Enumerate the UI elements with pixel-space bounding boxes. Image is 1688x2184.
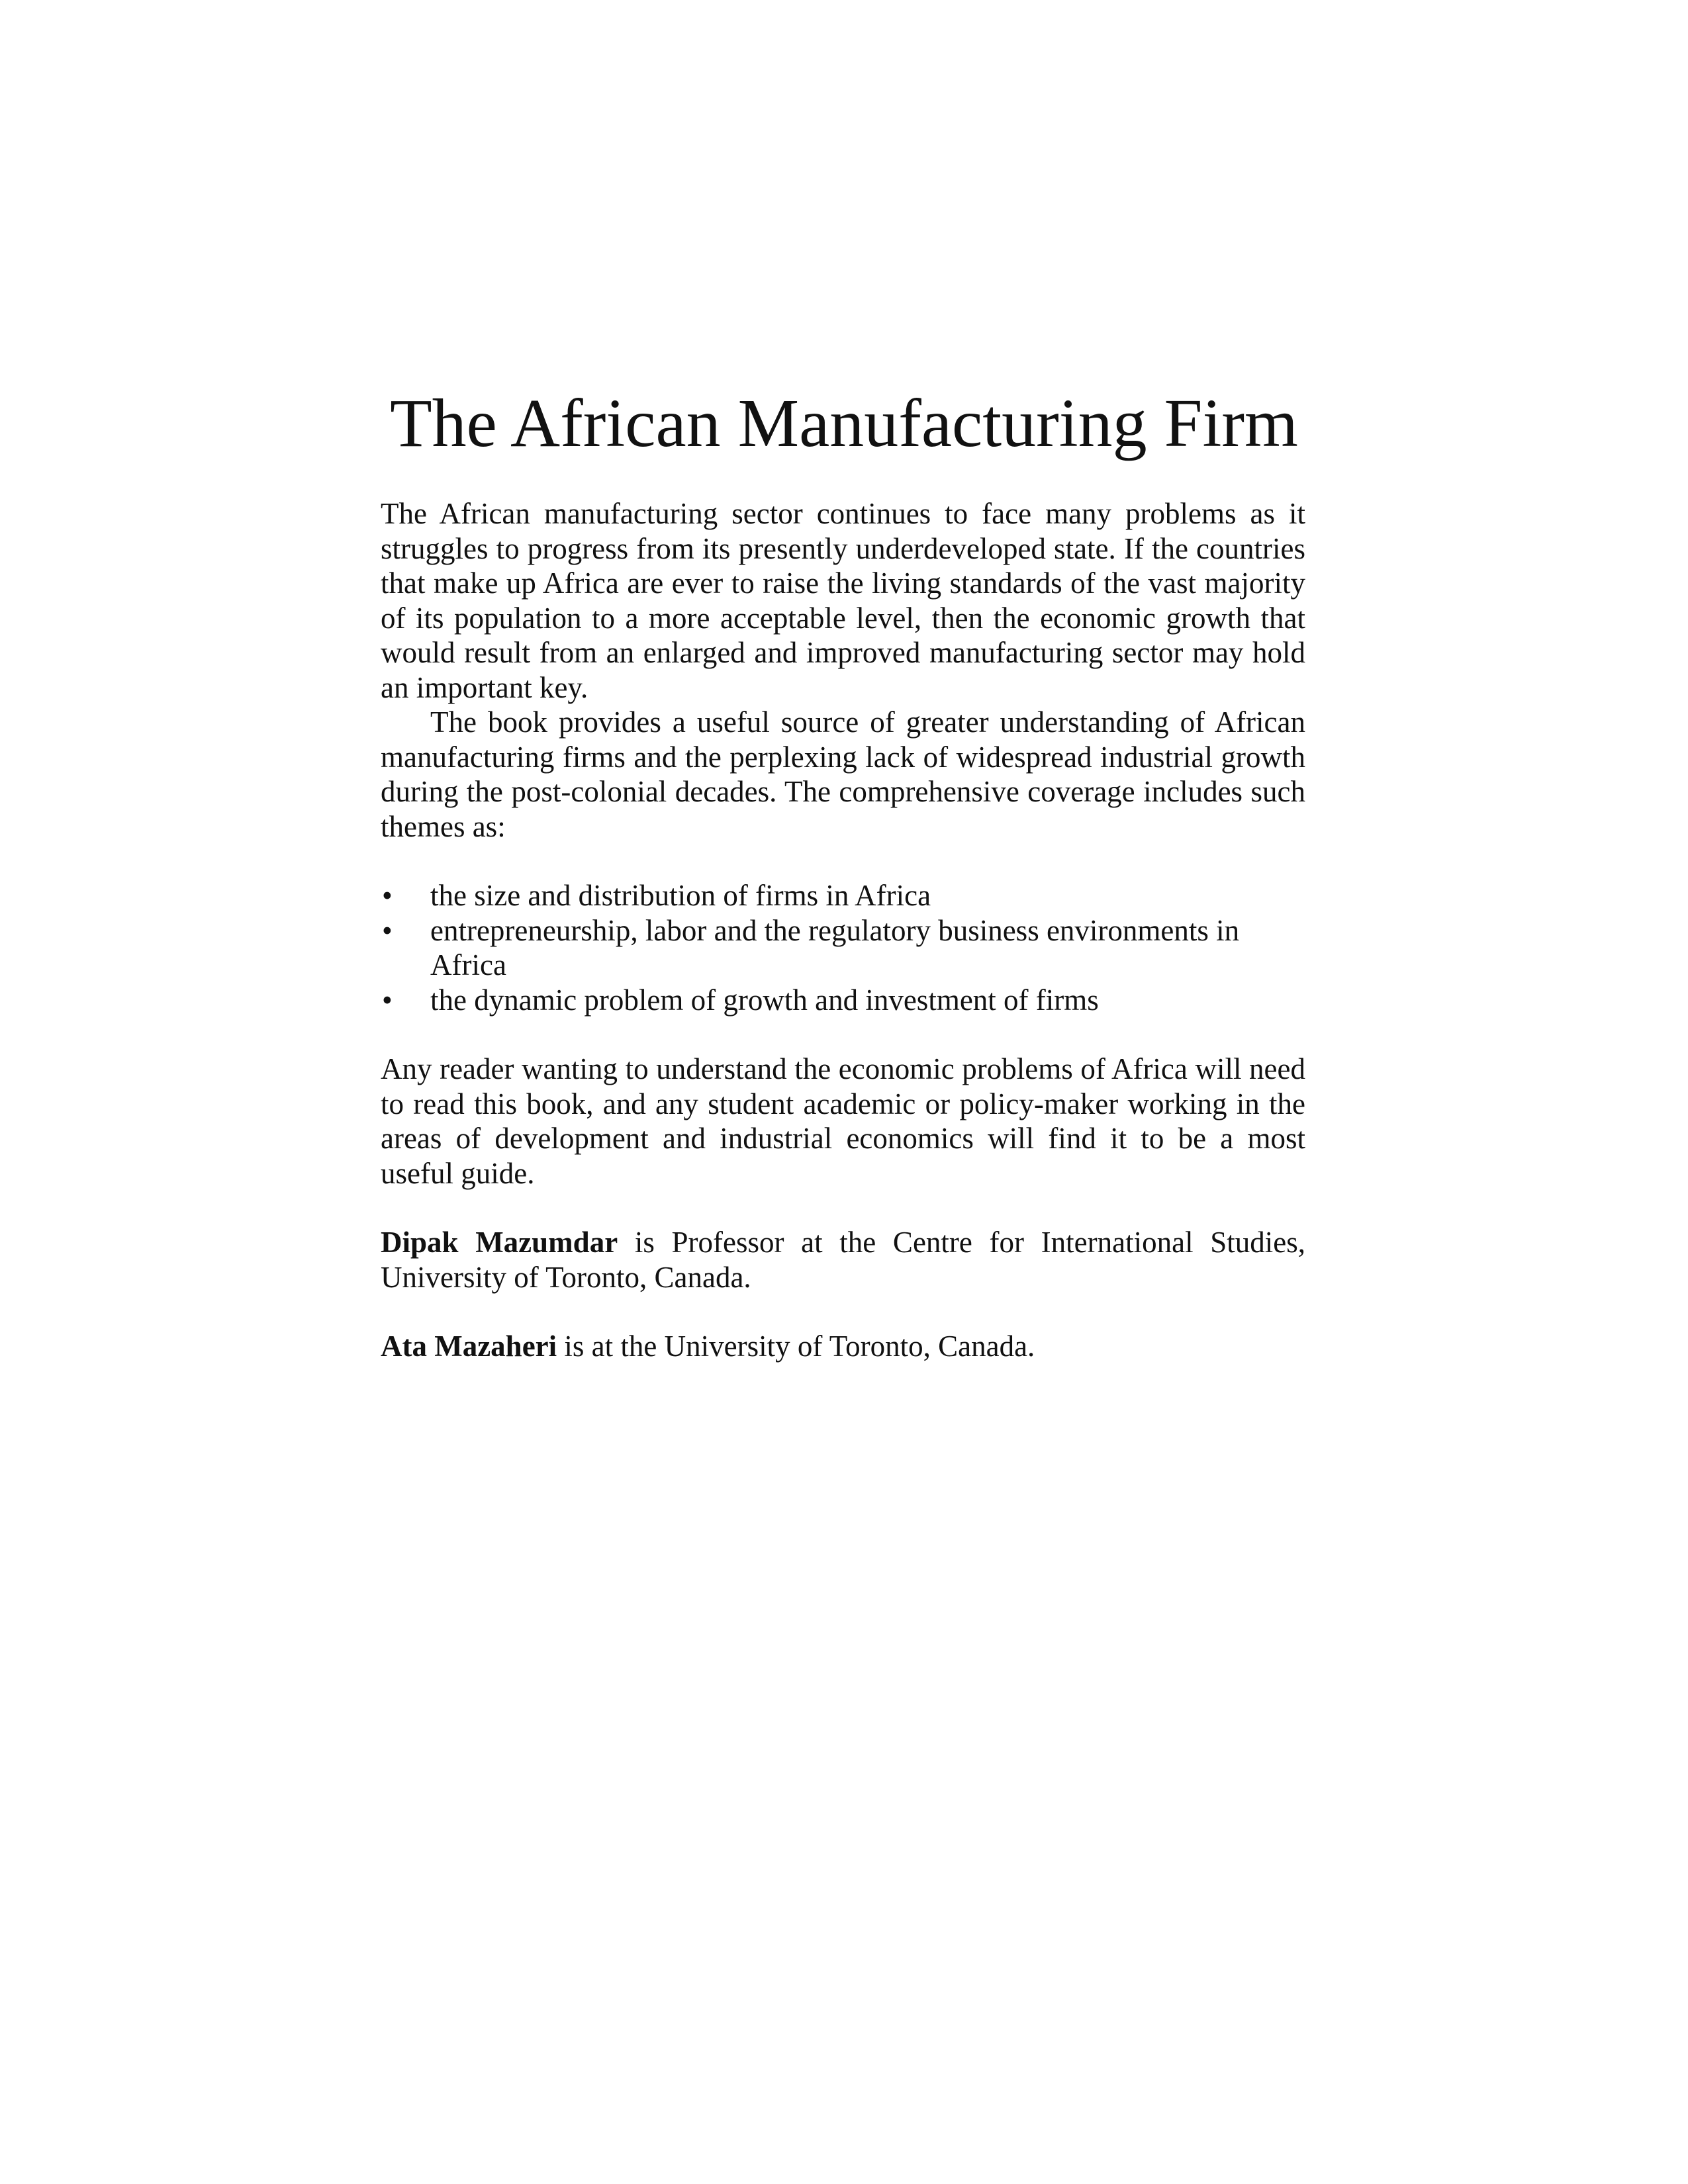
- theme-text: the size and distribution of firms in Africa: [430, 879, 931, 912]
- closing-paragraph: Any reader wanting to understand the economic problems of Africa will need to read this book, and any student academic or policy-maker working in the areas of development and industrial economics will find it to be a most useful guide.: [381, 1052, 1305, 1190]
- bullet-icon: •: [382, 983, 393, 1017]
- author-bio-text: is at the University of Toronto, Canada.: [557, 1330, 1035, 1363]
- author-bio-text: is Professor at the Centre for International Studies, University of Toronto, Canada.: [381, 1226, 1305, 1294]
- list-item: [381, 878, 1305, 913]
- theme-text: the dynamic problem of growth and investment of firms: [430, 983, 1099, 1017]
- list-item: [381, 913, 1305, 983]
- bullet-icon: •: [382, 913, 393, 947]
- bullet-icon: •: [382, 879, 393, 912]
- blurb-body: [381, 496, 1305, 1364]
- themes-list: [381, 878, 1305, 1017]
- book-description-paragraph: The book provides a useful source of greater understanding of African manufacturing firms and the perplexing lack of widespread industrial growth during the post-colonial decades. The comprehensive coverage includes such themes as:: [381, 705, 1305, 843]
- list-item: [381, 983, 1305, 1018]
- page-title: The African Manufacturing Firm: [390, 385, 1298, 461]
- intro-paragraph: The African manufacturing sector continues to face many problems as it struggles to progress from its presently underdeveloped state. If the countries that make up Africa are ever to raise the living standards of the vast majority of its population to a more acceptable level, then the economic growth that would result from an enlarged and improved manufacturing sector may hold an important key.: [381, 497, 1305, 704]
- theme-text: entrepreneurship, labor and the regulatory business environments in Africa: [430, 913, 1240, 981]
- author-bio: [381, 1225, 1305, 1295]
- author-bio: [381, 1329, 1305, 1364]
- author-name: Dipak Mazumdar: [381, 1226, 618, 1259]
- author-name: Ata Mazaheri: [381, 1330, 557, 1363]
